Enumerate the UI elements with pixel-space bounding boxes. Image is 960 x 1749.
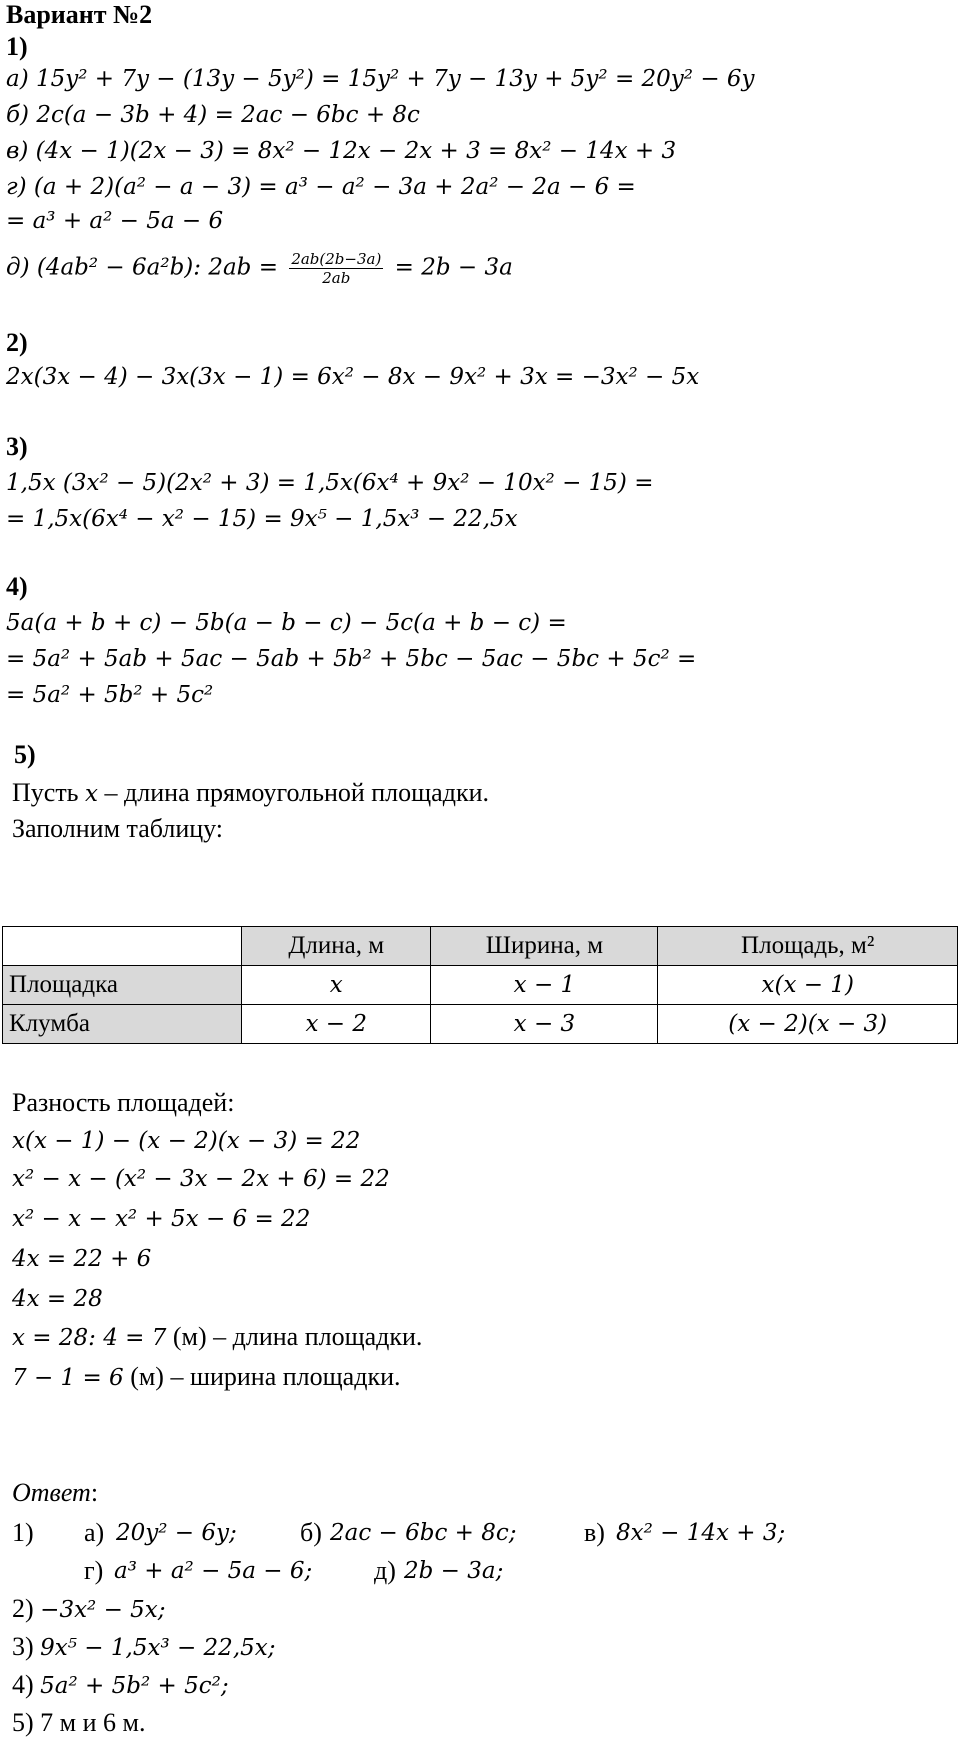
equation-7-math: 7 − 1 = 6 <box>12 1365 124 1391</box>
task3-heading: 3) <box>6 432 28 461</box>
equation-line-5: 4x = 28 <box>12 1286 103 1312</box>
task2-heading: 2) <box>6 328 28 357</box>
answer-3: 9x⁵ − 1,5x³ − 22,5x; <box>40 1635 276 1661</box>
answer-1b-label: б) <box>300 1518 322 1547</box>
answer-3-label: 3) <box>12 1632 41 1661</box>
answer-1b: 2ac − 6bc + 8c; <box>330 1520 517 1546</box>
equation-line-6 <box>12 1322 422 1353</box>
equation-6-math: x = 28: 4 = 7 <box>12 1325 167 1351</box>
table-cell: x − 1 <box>431 966 658 1005</box>
answer-label <box>12 1478 98 1509</box>
answer-1g: a³ + a² − 5a − 6; <box>114 1558 313 1584</box>
task4-line2: = 5a² + 5ab + 5ac − 5ab + 5b² + 5bc − 5ac − 5bc + 5c² = <box>6 646 697 672</box>
task4-line3: = 5a² + 5b² + 5c² <box>6 682 214 708</box>
equation-line-4: 4x = 22 + 6 <box>12 1246 152 1272</box>
task4-line1: 5a(a + b + c) − 5b(a − b − c) − 5c(a + b − c) = <box>6 610 567 636</box>
task1-d-denominator: 2ab <box>322 269 351 287</box>
answer-1-num: 1) <box>12 1518 34 1547</box>
answer-2-label: 2) <box>12 1594 41 1623</box>
table-row <box>3 966 958 1005</box>
task5-heading: 5) <box>14 740 36 769</box>
answer-row-2 <box>12 1594 166 1625</box>
answer-1v: 8x² − 14x + 3; <box>616 1520 786 1546</box>
table-cell: (x − 2)(x − 3) <box>658 1005 958 1044</box>
answer-row-4 <box>12 1670 229 1701</box>
table-header-cell: Площадь, м² <box>658 927 958 966</box>
answer-1a-label: а) <box>84 1518 105 1547</box>
variant-title: Вариант №2 <box>6 0 153 29</box>
answer-4-label: 4) <box>12 1670 41 1699</box>
task1-heading: 1) <box>6 32 28 61</box>
answer-row-5: 5) 7 м и 6 м. <box>12 1708 146 1737</box>
task1-d-line <box>6 250 513 287</box>
answer-2: −3x² − 5x; <box>40 1597 166 1623</box>
answer-label-colon: : <box>90 1478 99 1507</box>
equation-6-text: (м) – длина площадки. <box>166 1322 423 1351</box>
table-cell: x <box>242 966 431 1005</box>
answer-1g-label: г) <box>84 1556 104 1585</box>
equation-7-text: (м) – ширина площадки. <box>123 1362 401 1391</box>
table-cell: x − 3 <box>431 1005 658 1044</box>
answer-1v-label: в) <box>584 1518 605 1547</box>
answer-1a: 20y² − 6y; <box>116 1520 237 1546</box>
answer-1d-label: д) <box>374 1556 396 1585</box>
equation-line-2: x² − x − (x² − 3x − 2x + 6) = 22 <box>12 1166 390 1192</box>
table-row-header: Площадка <box>3 966 242 1005</box>
task1-d-left: д) (4ab² − 6a²b): 2ab = <box>6 254 278 281</box>
table-row <box>3 1005 958 1044</box>
task4-heading: 4) <box>6 572 28 601</box>
task1-v-line: в) (4x − 1)(2x − 3) = 8x² − 12x − 2x + 3 = 8x² − 14x + 3 <box>6 138 677 164</box>
answer-4: 5a² + 5b² + 5c²; <box>40 1673 229 1699</box>
table-header-cell: Длина, м <box>242 927 431 966</box>
diff-label: Разность площадей: <box>12 1088 235 1117</box>
task1-b-line: б) 2c(a − 3b + 4) = 2ac − 6bc + 8c <box>6 102 420 128</box>
task5-intro1-post: – длина прямоугольной площадки. <box>98 778 489 807</box>
task3-line1: 1,5x (3x² − 5)(2x² + 3) = 1,5x(6x⁴ + 9x² − 10x² − 15) = <box>6 470 654 496</box>
equation-line-7 <box>12 1362 400 1393</box>
table-cell: x(x − 1) <box>658 966 958 1005</box>
area-table <box>2 926 958 1044</box>
table-header-row <box>3 927 958 966</box>
table-header-cell: Ширина, м <box>431 927 658 966</box>
task5-intro1-pre: Пусть <box>12 778 86 807</box>
task5-intro1-var: x <box>85 781 99 807</box>
answer-row-1 <box>12 1518 952 1549</box>
task5-intro2: Заполним таблицу: <box>12 814 224 843</box>
task5-intro1 <box>12 778 489 809</box>
table-header-cell <box>3 927 242 966</box>
answer-1d: 2b − 3a; <box>404 1558 504 1584</box>
answer-label-text: Ответ <box>12 1478 91 1507</box>
table-cell: x − 2 <box>242 1005 431 1044</box>
task1-g-line2: = a³ + a² − 5a − 6 <box>6 208 224 234</box>
equation-line-3: x² − x − x² + 5x − 6 = 22 <box>12 1206 311 1232</box>
task3-line2: = 1,5x(6x⁴ − x² − 15) = 9x⁵ − 1,5x³ − 22,5x <box>6 506 518 532</box>
task1-a-line: а) 15y² + 7y − (13y − 5y²) = 15y² + 7y − 13y + 5y² = 20y² − 6y <box>6 66 755 92</box>
task1-d-fraction <box>289 250 383 287</box>
task2-line: 2x(3x − 4) − 3x(3x − 1) = 6x² − 8x − 9x² + 3x = −3x² − 5x <box>6 364 700 390</box>
task1-d-right: = 2b − 3a <box>394 254 513 281</box>
equation-line-1: x(x − 1) − (x − 2)(x − 3) = 22 <box>12 1128 361 1154</box>
answer-row-3 <box>12 1632 275 1663</box>
task1-g-line1: г) (a + 2)(a² − a − 3) = a³ − a² − 3a + 2a² − 2a − 6 = <box>6 174 636 200</box>
table-row-header: Клумба <box>3 1005 242 1044</box>
task1-d-numerator: 2ab(2b−3a) <box>291 250 382 268</box>
